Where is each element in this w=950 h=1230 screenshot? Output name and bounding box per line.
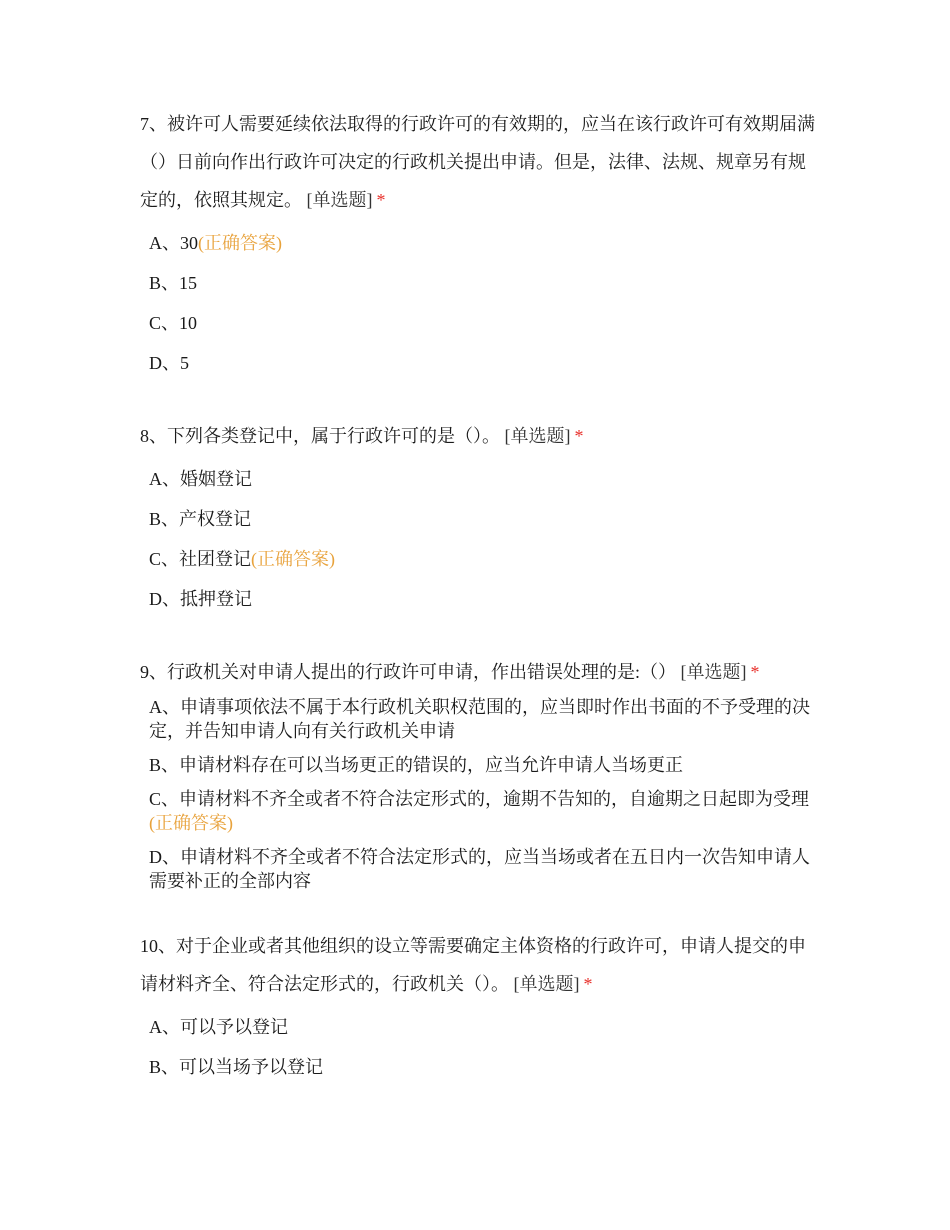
option-text: A、婚姻登记: [149, 469, 252, 489]
required-mark: *: [376, 190, 386, 210]
correct-answer-label: (正确答案): [149, 813, 233, 833]
question-type-label: [单选题]: [513, 974, 580, 994]
question-text: 10、对于企业或者其他组织的设立等需要确定主体资格的行政许可，申请人提交的申请材料齐全、符合法定形式的，行政机关（）。: [140, 936, 806, 994]
option-b[interactable]: [140, 499, 820, 539]
question-7: [140, 105, 820, 383]
option-c[interactable]: [140, 539, 820, 579]
required-mark: *: [583, 974, 593, 994]
question-text: 7、被许可人需要延续依法取得的行政许可的有效期的，应当在该行政许可有效期届满（）日前向作出行政许可决定的行政机关提出申请。但是，法律、法规、规章另有规定的，依照其规定。: [140, 114, 815, 210]
option-a[interactable]: [140, 695, 820, 743]
option-text: D、申请材料不齐全或者不符合法定形式的，应当当场或者在五日内一次告知申请人需要补正的全部内容: [149, 847, 810, 891]
option-b[interactable]: [140, 753, 820, 777]
option-list: [140, 1007, 820, 1087]
option-text: B、15: [149, 273, 198, 293]
option-text: B、产权登记: [149, 509, 252, 529]
option-text: A、申请事项依法不属于本行政机关职权范围的，应当即时作出书面的不予受理的决定，并告知申请人向有关行政机关申请: [149, 697, 810, 741]
option-a[interactable]: [140, 1007, 820, 1047]
option-text: C、10: [149, 313, 198, 333]
option-b[interactable]: [140, 1047, 820, 1087]
option-a[interactable]: [140, 223, 820, 263]
option-b[interactable]: [140, 263, 820, 303]
option-text: B、可以当场予以登记: [149, 1057, 324, 1077]
option-d[interactable]: [140, 343, 820, 383]
required-mark: *: [574, 426, 584, 446]
option-text: A、30: [149, 233, 198, 253]
option-list: [140, 223, 820, 383]
option-text: D、抵押登记: [149, 589, 252, 609]
option-list: [140, 459, 820, 619]
option-text: C、申请材料不齐全或者不符合法定形式的，逾期不告知的，自逾期之日起即为受理: [149, 789, 810, 809]
option-c[interactable]: [140, 303, 820, 343]
question-title: [140, 105, 820, 219]
option-list: [140, 695, 820, 893]
correct-answer-label: (正确答案): [251, 549, 336, 569]
option-d[interactable]: [140, 579, 820, 619]
question-type-label: [单选题]: [306, 190, 373, 210]
option-text: C、社团登记: [149, 549, 252, 569]
question-text: 8、下列各类登记中，属于行政许可的是（）。: [140, 426, 500, 446]
question-title: [140, 927, 820, 1003]
option-text: D、5: [149, 353, 189, 373]
quiz-document: [140, 105, 820, 1121]
question-title: [140, 653, 820, 691]
question-title: [140, 417, 820, 455]
option-d[interactable]: [140, 845, 820, 893]
correct-answer-label: (正确答案): [198, 233, 282, 253]
option-text: B、申请材料存在可以当场更正的错误的，应当允许申请人当场更正: [149, 755, 684, 775]
required-mark: *: [750, 662, 760, 682]
question-type-label: [单选题]: [680, 662, 747, 682]
question-8: [140, 417, 820, 619]
option-text: A、可以予以登记: [149, 1017, 288, 1037]
question-9: [140, 653, 820, 893]
question-10: [140, 927, 820, 1087]
option-c[interactable]: [140, 787, 820, 835]
question-text: 9、行政机关对申请人提出的行政许可申请，作出错误处理的是:（）: [140, 662, 676, 682]
option-a[interactable]: [140, 459, 820, 499]
question-type-label: [单选题]: [504, 426, 571, 446]
